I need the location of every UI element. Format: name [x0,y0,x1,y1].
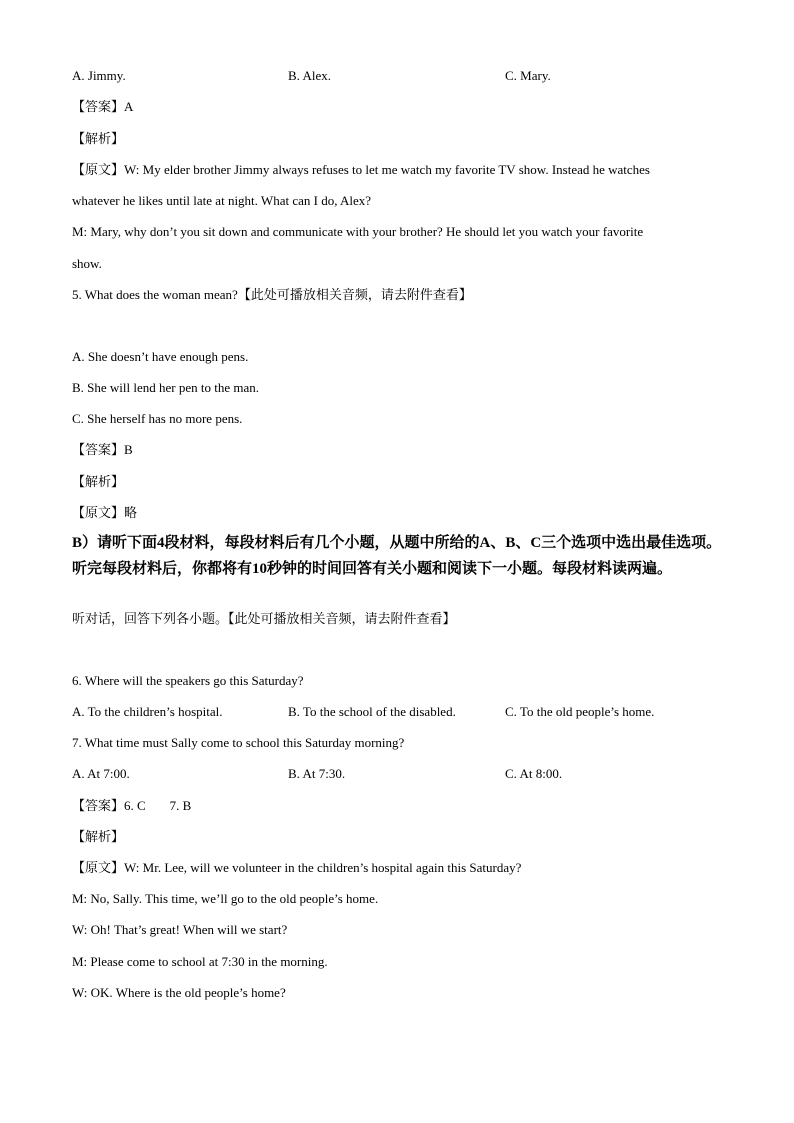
q4-options [72,67,732,85]
q5-question: 5. What does the woman mean?【此处可播放相关音频，请去附件查看】 [72,287,472,302]
q6-option-b[interactable]: B. To the school of the disabled. [288,704,456,719]
q7-question: 7. What time must Sally come to school this Saturday morning? [72,735,405,750]
q4-answer: 【答案】A [72,99,134,114]
q5-option-b[interactable]: B. She will lend her pen to the man. [72,380,260,395]
q5-answer: 【答案】B [72,442,133,457]
q67-script-line: M: Please come to school at 7:30 in the morning. [72,954,328,969]
q5-option-a[interactable]: A. She doesn’t have enough pens. [72,349,249,364]
q5-option-c[interactable]: C. She herself has no more pens. [72,411,243,426]
q6-answer: 【答案】6. C [72,798,146,813]
q6-question: 6. Where will the speakers go this Saturday? [72,673,304,688]
q4-script-line: whatever he likes until late at night. What can I do, Alex? [72,193,372,208]
q4-script-line: 【原文】W: My elder brother Jimmy always refuses to let me watch my favorite TV show. Instead he watches [72,162,650,177]
q6-option-c[interactable]: C. To the old people’s home. [505,704,655,719]
q4-option-c[interactable]: C. Mary. [505,68,551,83]
q4-option-a[interactable]: A. Jimmy. [72,68,126,83]
q7-option-c[interactable]: C. At 8:00. [505,766,563,781]
q4-script-line: show. [72,256,102,271]
q67-script-line: W: OK. Where is the old people’s home? [72,985,286,1000]
q4-analysis-label: 【解析】 [72,131,125,146]
dialogue-prompt: 听对话，回答下列各小题。【此处可播放相关音频，请去附件查看】 [72,611,456,626]
q4-script-line: M: Mary, why don’t you sit down and communicate with your brother? He should let you watch your favorite [72,224,644,239]
q67-script-line: W: Oh! That’s great! When will we start? [72,922,288,937]
q5-analysis-label: 【解析】 [72,474,125,489]
q4-option-b[interactable]: B. Alex. [288,68,331,83]
q67-analysis-label: 【解析】 [72,829,125,844]
q5-script: 【原文】略 [72,505,138,520]
q6-option-a[interactable]: A. To the children’s hospital. [72,704,223,719]
q7-option-b[interactable]: B. At 7:30. [288,766,346,781]
q7-option-a[interactable]: A. At 7:00. [72,766,130,781]
q7-options [72,765,732,783]
q67-answer [72,797,191,815]
section-b-instructions: B）请听下面4段材料，每段材料后有几个小题，从题中所给的A、B、C三个选项中选出最佳选项。听完每段材料后，你都将有10秒钟的时间回答有关小题和阅读下一小题。每段材料读两遍。 [72,535,722,577]
q67-script-line: 【原文】W: Mr. Lee, will we volunteer in the children’s hospital again this Saturday? [72,860,522,875]
q7-answer: 7. B [169,798,192,813]
q6-options [72,703,732,721]
q67-script-line: M: No, Sally. This time, we’ll go to the old people’s home. [72,891,379,906]
